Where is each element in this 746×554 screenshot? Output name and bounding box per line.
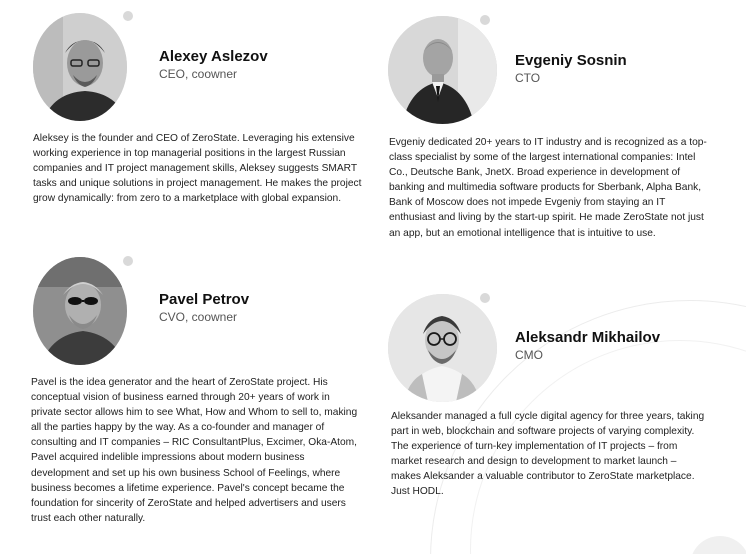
member-name: Aleksandr Mikhailov xyxy=(515,329,661,346)
member-name: Pavel Petrov xyxy=(159,291,250,308)
decorative-dot xyxy=(123,11,133,21)
portrait-photo-icon xyxy=(33,257,127,365)
member-name: Alexey Aslezov xyxy=(159,48,268,65)
member-bio: Aleksey is the founder and CEO of ZeroState. Leveraging his extensive working experience in top managerial positions in the largest Russian companies and IT project management skills, Aleksey suggests SMART tasks and unique solutions in project management. He makes the project grow dynamically: from zero to a marketplace with global expansion. xyxy=(33,133,362,205)
portrait-photo-icon xyxy=(388,294,497,402)
avatar xyxy=(388,294,497,402)
portrait-photo-icon xyxy=(388,16,497,124)
decorative-dot xyxy=(123,256,133,266)
member-bio: Pavel is the idea generator and the heart of ZeroState project. His conceptual vision of business earned through 20+ years of work in private sector allows him to see What, How and Whom to sell to, making all the parties happy by the way. As a co-founder and manager of consulting and IT companies – RIC ConsultantPlus, Excimer, Oka-Atom, Pavel acquired indelible impressions about modern business development and set up his own business School of Feelings, where business becomes a lifetime experience. Pavel's concept became the foundation for sincerity of ZeroState and helped advertisers and users trust each other naturally. xyxy=(31,377,358,524)
decorative-dot xyxy=(480,15,490,25)
member-role: CMO xyxy=(515,348,543,362)
avatar xyxy=(33,257,127,365)
avatar xyxy=(33,13,127,121)
decorative-dot xyxy=(480,293,490,303)
member-role: CTO xyxy=(515,71,541,85)
member-role: CEO, coowner xyxy=(159,67,238,81)
member-bio: Evgeniy dedicated 20+ years to IT industry and is recognized as a top-class specialist by some of the largest international companies: Intel Co., Deutsche Bank, JnetX. Broad experience in development of banking and multimedia software products for Sberbank, Alpha Bank, Bank of Moscow does not impede Evgeniy from staying an IT enthusiast and living by the start-up spirit. He made ZeroState not just an app, but an emotional intelligence that is intuitive to use. xyxy=(389,137,707,239)
avatar xyxy=(388,16,497,124)
member-role: CVO, coowner xyxy=(159,310,238,324)
decorative-circle xyxy=(690,536,746,554)
member-name: Evgeniy Sosnin xyxy=(515,52,627,69)
member-bio: Aleksander managed a full cycle digital agency for three years, taking part in web, blockchain and software projects of varying complexity. The experience of turn-key implementation of IT projects – from market research and design to development to market launch – makes Aleksander a valuable contributor to ZeroState marketplace. Just HODL. xyxy=(391,411,705,498)
portrait-photo-icon xyxy=(33,13,127,121)
